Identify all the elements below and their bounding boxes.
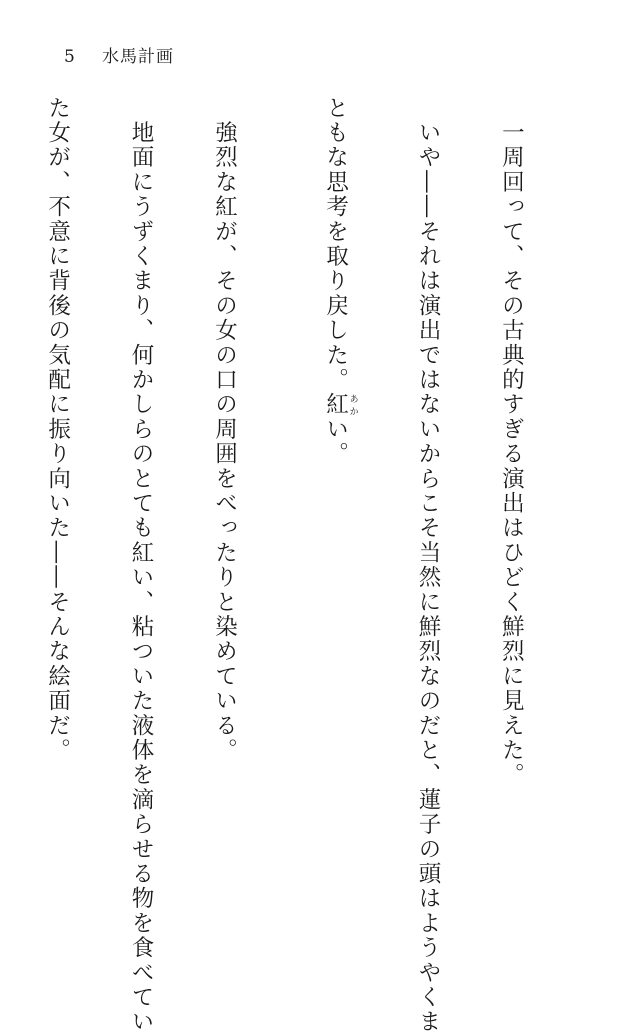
text-line-4: 強烈な紅が、その女の口の周囲をべったりと染めている。 — [211, 96, 238, 763]
ruby-kurenai-base: 紅 — [322, 392, 349, 418]
text-line-1: 一周回って、その古典的すぎる演出はひどく鮮烈に見えた。 — [498, 96, 525, 788]
vertical-text-body — [0, 96, 580, 1035]
ruby-kurenai-suffix: い。 — [322, 417, 349, 467]
text-line-6: た女が、不意に背後の気配に振り向いた――そんな絵面だ。 — [44, 96, 71, 763]
ruby-kurenai — [322, 392, 358, 418]
page-header — [64, 42, 174, 67]
ruby-kurenai-reading: あか — [347, 392, 358, 418]
text-line-5: 地面にうずくまり、何かしらのとても紅い、粘ついた液体を滴らせる物を食べてい — [128, 96, 155, 1035]
chapter-title: 水馬計画 — [102, 47, 174, 67]
text-line-3-main: ともな思考を取り戻した。 — [322, 96, 349, 393]
text-line-3 — [321, 96, 358, 856]
text-line-2: いや――それは演出ではないからこそ当然に鮮烈なのだと、蓮子の頭はようやくま — [415, 96, 442, 1035]
page-number: 5 — [64, 47, 76, 67]
